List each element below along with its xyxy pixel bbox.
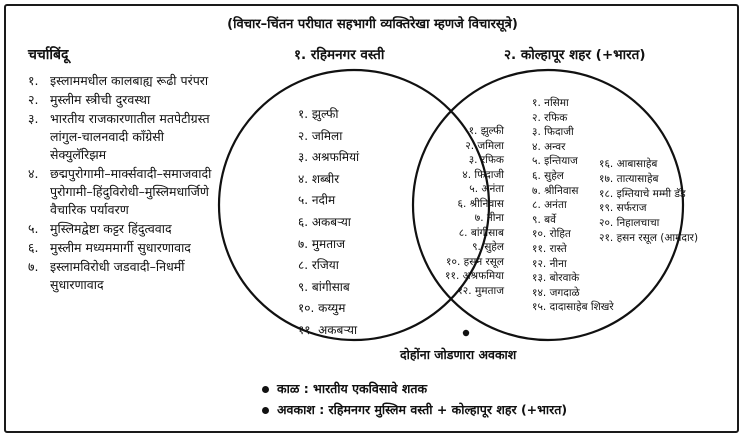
- circle-a-heading: १. रहिमनगर वस्ती: [294, 47, 385, 63]
- list-item: १२. नीना: [532, 257, 567, 270]
- bullet-icon: [262, 386, 269, 393]
- list-item: ३. अश्रफमियां: [298, 150, 360, 165]
- list-item: २०. निहालचाचा: [599, 217, 660, 230]
- list-item: ५. नदीम: [298, 193, 336, 208]
- list-item: ४. छद्मपुरोगामी–मार्क्सवादी–समाजवादी पुरोगामी–हिंदुविरोधी–मुस्लिमधार्जिणे वैचारिक पर्यावरण: [28, 166, 212, 217]
- list-item: १०. रोहित: [532, 228, 571, 241]
- list-item: १४. जगदाळे: [532, 286, 580, 299]
- list-item: ३. रफिक: [468, 154, 504, 166]
- list-item: ११. रास्ते: [532, 242, 567, 255]
- list-item: ८. बांगीसाब: [458, 226, 504, 239]
- list-item: १६. आबासाहेब: [599, 158, 658, 170]
- list-item: ६. श्रीनिवास: [457, 197, 504, 210]
- legend-item-space: अवकाश : रहिमनगर मुस्लिम वस्ती + कोल्हापूर शहर (+भारत): [262, 401, 567, 418]
- list-item: ७. श्रीनिवास: [532, 184, 579, 197]
- list-item: १. झुल्फी: [468, 125, 504, 137]
- list-item: ६. सुहेल: [532, 169, 564, 182]
- list-item: १८. इम्तियाचे मम्मी डॅड: [599, 187, 686, 200]
- list-item: १. नसिमा: [532, 97, 569, 109]
- list-item: ११. अकबऱ्या: [298, 322, 358, 337]
- list-item: ९. सुहेल: [472, 241, 504, 253]
- list-item: २१. हसन रसूल (आमदार): [599, 231, 699, 244]
- list-item: ८. रजिया: [298, 258, 339, 273]
- bullet-icon: [262, 407, 269, 414]
- list-item: ३. फिदाजी: [532, 126, 574, 139]
- circle-b-heading: २. कोल्हापूर शहर (+भारत): [504, 47, 646, 63]
- list-item: १०. कय्युम: [298, 301, 346, 316]
- list-item: ६. मुस्लीम मध्यममार्गी सुधारणावाद: [28, 240, 191, 255]
- list-item: १५. दादासाहेब शिखरे: [532, 301, 614, 314]
- list-item: ९. बर्वे: [532, 213, 556, 226]
- list-item: १७. तात्यासाहेब: [599, 172, 659, 185]
- circle-a-list: [298, 104, 359, 342]
- list-item: १२. मुमताज: [457, 284, 504, 297]
- list-item: १. झुल्फी: [298, 107, 339, 121]
- list-item: ७. इस्लामविरोधी जडवादी–निधर्मी सुधारणावाद: [28, 259, 185, 292]
- list-item: ३. भारतीय राजकारणातील मतपेटीग्रस्त लांगुल-चालनवादी कॉंग्रेसी सेक्युलॅरिझम: [28, 111, 210, 162]
- list-item: ५. इन्तियाज: [532, 155, 578, 168]
- list-item: ७. मुमताज: [298, 236, 346, 251]
- list-item: ७. नीना: [474, 212, 504, 224]
- circle-b-list-col2: [599, 157, 698, 246]
- list-item: ८. अनंता: [532, 199, 567, 212]
- list-item: १३. बोरवाके: [532, 272, 580, 285]
- list-item: ११. अश्रफमिया: [445, 270, 504, 282]
- discussion-points-heading: चर्चाबिंदू: [28, 47, 69, 63]
- list-item: १०. हसन रसूल: [446, 255, 504, 268]
- list-item: ५. मुस्लिमद्वेष्टा कट्टर हिंदुत्ववाद: [28, 221, 172, 236]
- list-item: १९. सर्फराज: [599, 202, 647, 215]
- list-item: २. रफिक: [532, 111, 568, 124]
- list-item: ५. अनंता: [469, 183, 504, 195]
- intersection-label: दोहोंना जोडणारा अवकाश: [400, 347, 517, 362]
- list-item: २. मुस्लीम स्त्रीची दुरवस्था: [28, 92, 151, 107]
- list-item: ४. फिदाजी: [462, 168, 504, 181]
- diagram-title: (विचार–चिंतन परीघात सहभागी व्यक्तिरेखा म्हणजे विचारसूत्रे): [227, 17, 518, 32]
- legend-item-time: काळ : भारतीय एकविसावे शतक: [262, 380, 427, 397]
- list-item: ४. अन्वर: [532, 140, 566, 153]
- list-item: ६. अकबऱ्या: [298, 214, 351, 229]
- intersection-marker-dot: [463, 330, 469, 336]
- intersection-list: [436, 124, 504, 298]
- list-item: ४. शब्बीर: [298, 171, 340, 186]
- list-item: ९. बांगीसाब: [298, 279, 350, 294]
- list-item: २. जमिला: [298, 128, 343, 143]
- list-item: १. इस्लाममधील कालबाह्य रूढी परंपरा: [28, 73, 209, 88]
- list-item: २. जमिला: [465, 139, 504, 152]
